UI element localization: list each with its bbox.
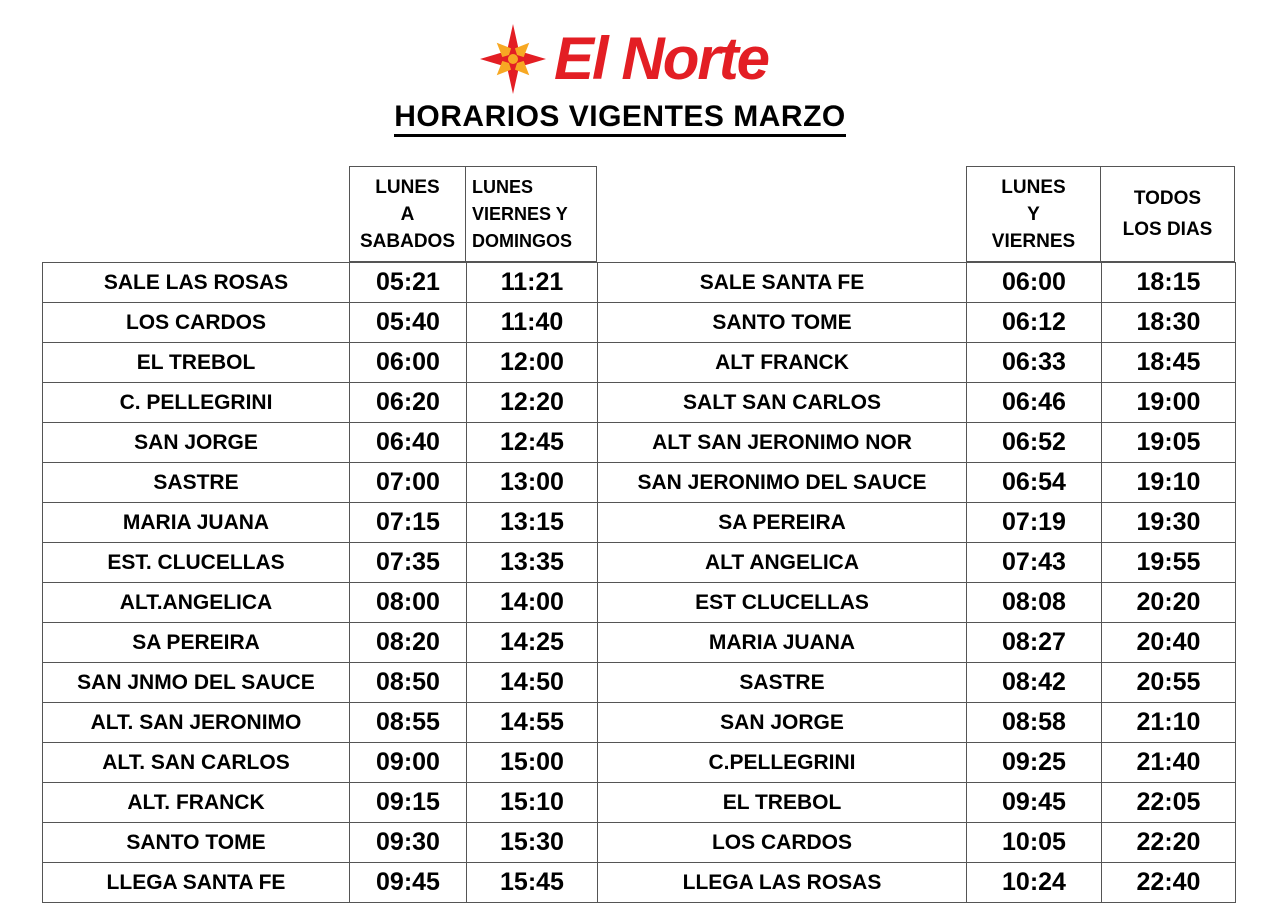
inbound-time-mon-fri-cell: 06:12 <box>967 303 1102 343</box>
inbound-time-daily-cell: 19:30 <box>1102 503 1236 543</box>
inbound-time-daily-cell: 20:20 <box>1102 583 1236 623</box>
header-lunes-viernes-domingos <box>465 166 597 262</box>
outbound-time-mon-fri-sun-cell: 13:00 <box>467 463 598 503</box>
inbound-time-mon-fri-cell: 10:24 <box>967 863 1102 903</box>
schedule-table <box>42 262 1236 903</box>
inbound-time-mon-fri-cell: 06:46 <box>967 383 1102 423</box>
table-row <box>43 543 1236 583</box>
inbound-time-mon-fri-cell: 09:25 <box>967 743 1102 783</box>
inbound-stop-cell: MARIA JUANA <box>598 623 967 663</box>
header-line: LUNES <box>472 176 534 197</box>
outbound-stop-cell: ALT.ANGELICA <box>43 583 350 623</box>
table-row <box>43 343 1236 383</box>
table-row <box>43 263 1236 303</box>
outbound-time-mon-fri-sun-cell: 12:45 <box>467 423 598 463</box>
header-todos-los-dias <box>1100 166 1235 262</box>
outbound-time-mon-sat-cell: 09:15 <box>350 783 467 823</box>
brand-name: El Norte <box>554 25 769 92</box>
outbound-time-mon-sat-cell: 06:40 <box>350 423 467 463</box>
outbound-stop-cell: MARIA JUANA <box>43 503 350 543</box>
compass-star-icon <box>478 22 548 96</box>
inbound-stop-cell: EST CLUCELLAS <box>598 583 967 623</box>
outbound-stop-cell: EST. CLUCELLAS <box>43 543 350 583</box>
inbound-time-mon-fri-cell: 08:08 <box>967 583 1102 623</box>
inbound-time-mon-fri-cell: 08:58 <box>967 703 1102 743</box>
inbound-stop-cell: ALT FRANCK <box>598 343 967 383</box>
outbound-stop-cell: SA PEREIRA <box>43 623 350 663</box>
outbound-stop-cell: SAN JORGE <box>43 423 350 463</box>
header-line: TODOS <box>1133 188 1202 209</box>
header-line: LOS DIAS <box>1122 219 1213 240</box>
outbound-time-mon-sat-cell: 05:21 <box>350 263 467 303</box>
inbound-stop-cell: SAN JORGE <box>598 703 967 743</box>
inbound-time-daily-cell: 19:00 <box>1102 383 1236 423</box>
outbound-stop-cell: ALT. SAN JERONIMO <box>43 703 350 743</box>
outbound-stop-cell: SASTRE <box>43 463 350 503</box>
inbound-time-mon-fri-cell: 06:52 <box>967 423 1102 463</box>
header-lunes-a-sabados <box>349 166 466 262</box>
inbound-time-daily-cell: 21:10 <box>1102 703 1236 743</box>
inbound-stop-cell: SAN JERONIMO DEL SAUCE <box>598 463 967 503</box>
outbound-time-mon-fri-sun-cell: 15:10 <box>467 783 598 823</box>
inbound-time-mon-fri-cell: 06:33 <box>967 343 1102 383</box>
table-row <box>43 503 1236 543</box>
header-line: LUNES <box>1001 176 1066 198</box>
inbound-time-mon-fri-cell: 06:00 <box>967 263 1102 303</box>
outbound-stop-cell: SALE LAS ROSAS <box>43 263 350 303</box>
outbound-time-mon-fri-sun-cell: 14:55 <box>467 703 598 743</box>
header-line: LUNES <box>375 176 440 198</box>
inbound-time-daily-cell: 22:40 <box>1102 863 1236 903</box>
header-line: VIERNES <box>991 230 1076 252</box>
inbound-time-mon-fri-cell: 08:27 <box>967 623 1102 663</box>
header-line: Y <box>1027 203 1040 225</box>
outbound-time-mon-fri-sun-cell: 13:35 <box>467 543 598 583</box>
outbound-time-mon-sat-cell: 05:40 <box>350 303 467 343</box>
outbound-time-mon-sat-cell: 09:30 <box>350 823 467 863</box>
outbound-time-mon-sat-cell: 09:45 <box>350 863 467 903</box>
inbound-stop-cell: LLEGA LAS ROSAS <box>598 863 967 903</box>
table-row <box>43 463 1236 503</box>
outbound-time-mon-fri-sun-cell: 15:00 <box>467 743 598 783</box>
inbound-stop-cell: EL TREBOL <box>598 783 967 823</box>
table-row <box>43 703 1236 743</box>
inbound-stop-cell: SALT SAN CARLOS <box>598 383 967 423</box>
inbound-time-daily-cell: 19:10 <box>1102 463 1236 503</box>
header-line: SABADOS <box>359 230 455 252</box>
inbound-time-daily-cell: 18:30 <box>1102 303 1236 343</box>
header-line: A <box>400 203 415 225</box>
outbound-time-mon-fri-sun-cell: 15:45 <box>467 863 598 903</box>
inbound-time-daily-cell: 18:45 <box>1102 343 1236 383</box>
table-row <box>43 663 1236 703</box>
outbound-time-mon-fri-sun-cell: 13:15 <box>467 503 598 543</box>
outbound-time-mon-sat-cell: 09:00 <box>350 743 467 783</box>
inbound-time-mon-fri-cell: 06:54 <box>967 463 1102 503</box>
inbound-stop-cell: ALT SAN JERONIMO NOR <box>598 423 967 463</box>
inbound-stop-cell: SANTO TOME <box>598 303 967 343</box>
outbound-time-mon-sat-cell: 08:00 <box>350 583 467 623</box>
inbound-time-daily-cell: 22:05 <box>1102 783 1236 823</box>
outbound-time-mon-fri-sun-cell: 12:20 <box>467 383 598 423</box>
inbound-stop-cell: SASTRE <box>598 663 967 703</box>
inbound-stop-cell: SALE SANTA FE <box>598 263 967 303</box>
inbound-time-mon-fri-cell: 09:45 <box>967 783 1102 823</box>
inbound-time-mon-fri-cell: 07:43 <box>967 543 1102 583</box>
inbound-time-mon-fri-cell: 08:42 <box>967 663 1102 703</box>
table-row <box>43 423 1236 463</box>
outbound-time-mon-fri-sun-cell: 14:25 <box>467 623 598 663</box>
outbound-stop-cell: EL TREBOL <box>43 343 350 383</box>
table-row <box>43 383 1236 423</box>
inbound-time-daily-cell: 19:05 <box>1102 423 1236 463</box>
inbound-time-daily-cell: 20:55 <box>1102 663 1236 703</box>
table-row <box>43 823 1236 863</box>
outbound-time-mon-sat-cell: 06:20 <box>350 383 467 423</box>
page-title-text: HORARIOS VIGENTES MARZO <box>394 100 846 137</box>
table-row <box>43 863 1236 903</box>
inbound-time-daily-cell: 20:40 <box>1102 623 1236 663</box>
page-title <box>0 100 1240 134</box>
header-lunes-y-viernes <box>966 166 1101 262</box>
table-row <box>43 743 1236 783</box>
outbound-time-mon-sat-cell: 08:55 <box>350 703 467 743</box>
outbound-time-mon-sat-cell: 08:50 <box>350 663 467 703</box>
inbound-time-mon-fri-cell: 07:19 <box>967 503 1102 543</box>
outbound-stop-cell: ALT. SAN CARLOS <box>43 743 350 783</box>
table-row <box>43 783 1236 823</box>
inbound-time-daily-cell: 18:15 <box>1102 263 1236 303</box>
outbound-time-mon-sat-cell: 07:15 <box>350 503 467 543</box>
header-line: DOMINGOS <box>472 230 573 251</box>
inbound-time-mon-fri-cell: 10:05 <box>967 823 1102 863</box>
inbound-time-daily-cell: 21:40 <box>1102 743 1236 783</box>
outbound-time-mon-sat-cell: 07:35 <box>350 543 467 583</box>
outbound-time-mon-fri-sun-cell: 14:50 <box>467 663 598 703</box>
inbound-stop-cell: LOS CARDOS <box>598 823 967 863</box>
outbound-time-mon-fri-sun-cell: 12:00 <box>467 343 598 383</box>
outbound-time-mon-sat-cell: 07:00 <box>350 463 467 503</box>
inbound-time-daily-cell: 19:55 <box>1102 543 1236 583</box>
outbound-stop-cell: SAN JNMO DEL SAUCE <box>43 663 350 703</box>
table-row <box>43 303 1236 343</box>
table-row <box>43 583 1236 623</box>
outbound-time-mon-sat-cell: 08:20 <box>350 623 467 663</box>
inbound-stop-cell: SA PEREIRA <box>598 503 967 543</box>
outbound-stop-cell: ALT. FRANCK <box>43 783 350 823</box>
outbound-time-mon-fri-sun-cell: 15:30 <box>467 823 598 863</box>
inbound-time-daily-cell: 22:20 <box>1102 823 1236 863</box>
outbound-time-mon-fri-sun-cell: 14:00 <box>467 583 598 623</box>
brand-logo <box>478 22 768 96</box>
outbound-time-mon-fri-sun-cell: 11:40 <box>467 303 598 343</box>
outbound-time-mon-sat-cell: 06:00 <box>350 343 467 383</box>
table-row <box>43 623 1236 663</box>
inbound-stop-cell: ALT ANGELICA <box>598 543 967 583</box>
outbound-stop-cell: LLEGA SANTA FE <box>43 863 350 903</box>
header-line: VIERNES Y <box>472 203 568 224</box>
outbound-stop-cell: LOS CARDOS <box>43 303 350 343</box>
inbound-stop-cell: C.PELLEGRINI <box>598 743 967 783</box>
outbound-time-mon-fri-sun-cell: 11:21 <box>467 263 598 303</box>
outbound-stop-cell: C. PELLEGRINI <box>43 383 350 423</box>
outbound-stop-cell: SANTO TOME <box>43 823 350 863</box>
